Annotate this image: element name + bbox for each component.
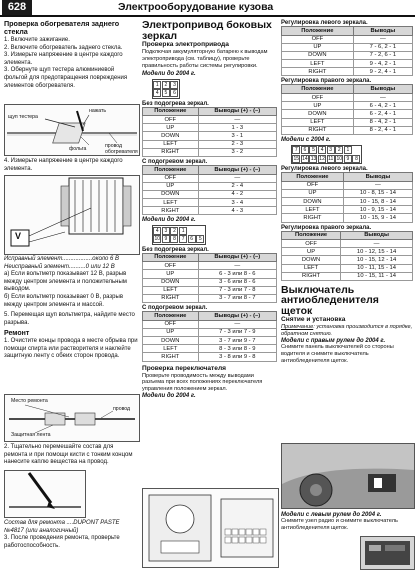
section-title-rear-heater: Проверка обогревателя заднего стекла — [4, 19, 120, 36]
table-row: RIGHT 10 - 15, 9 - 14 — [282, 214, 413, 222]
with-heat-label-2: С подогревом зеркал. — [142, 305, 208, 312]
table-row: UP 7 - 6, 2 - 1 — [282, 43, 413, 51]
table-row: LEFT 8 - 3 или 8 - 9 — [143, 345, 277, 353]
table-row: OFF — — [282, 181, 413, 189]
brush-diagram — [5, 471, 85, 517]
lhd-block — [281, 512, 413, 532]
repair-step-2: 2. Тщательно перемешайте состав для ремонта и при помощи кисти с тонким концом нанесите каплю вещества на провод. — [4, 444, 133, 466]
figure-mirror-switch — [142, 488, 279, 568]
column-left — [4, 20, 138, 90]
table-row: UP 2 - 4 — [143, 182, 277, 190]
case-a: а) Если вольтметр показывает 12 В, разрыв между центром элемента и положительным выводом. — [4, 271, 127, 293]
composition-line: Состав для ремонта ....DUPONT PASTE №4817 (или аналогичный) — [4, 520, 120, 534]
pin: 2 — [162, 81, 170, 89]
table-right-mirror-2: Положение Выводы OFF — UP 10 - 12, 15 - 14 DOWN 10 - 15, 12 - 14 LEFT 10 - 11, 15 - 14 RIGHT 10 - 15, 11 - 14 — [281, 231, 413, 281]
column-middle — [142, 20, 277, 399]
models-lhd: Модели с левым рулем до 2004 г. — [281, 512, 382, 518]
table-row: DOWN 10 - 15, 12 - 14 — [282, 256, 413, 264]
switch-diagram — [143, 489, 278, 567]
with-heat-label: С подогревом зеркал. — [142, 159, 208, 166]
label-press: нажать — [89, 108, 107, 114]
label-wire: провод — [113, 406, 131, 412]
table-with-heat-2: Положение Выводы (+) - (–) OFF — UP 7 - 3 или 7 - 9 DOWN 3 - 7 или 9 - 7 LEFT 8 - 3 или 8 - 9 RIGHT 3 - 8 или 9 - 8 — [142, 311, 277, 361]
table-row: DOWN 3 - 7 или 9 - 7 — [143, 336, 277, 344]
composition-block — [4, 520, 138, 550]
no-heat-label: Без подогрева зеркал. — [142, 100, 209, 107]
pin: 5 — [162, 89, 170, 97]
page-number: 628 — [2, 0, 32, 15]
pin: 6 — [170, 89, 178, 97]
table-row: OFF — — [143, 174, 277, 182]
models-upto-2004-c: Модели до 2004 г. — [142, 392, 196, 399]
pin: 4 — [153, 89, 161, 97]
table-row: DOWN 7 - 2, 6 - 1 — [282, 51, 413, 59]
table-row: RIGHT 9 - 2, 4 - 1 — [282, 68, 413, 76]
label-foil: фольга — [69, 146, 87, 152]
table-row: OFF — — [143, 116, 277, 124]
figure-probe-foil — [4, 104, 140, 156]
voltmeter-v-label: V — [15, 231, 22, 241]
table-row: UP 6 - 4, 2 - 1 — [282, 102, 413, 110]
pin: 3 — [170, 81, 178, 89]
table-row: UP 10 - 12, 15 - 14 — [282, 248, 413, 256]
models-rhd: Модели с правым рулем до 2004 г. — [281, 338, 386, 345]
subsection-drive-check: Проверка электропривода — [142, 41, 229, 48]
right-mirror-title-2: Регулировка правого зеркала. — [281, 224, 372, 231]
drive-check-text: Подключая аккумуляторную батарею к выводам электропривода (см. таблицу), проверьте правильность работы системы регулировки. — [142, 49, 268, 69]
voltage-results — [4, 256, 138, 361]
note-body: : установка производится в порядке, обратном снятию. — [281, 324, 413, 338]
section-title-mirrors: Электропривод боковых зеркал — [142, 19, 272, 42]
case-b: б) Если вольтметр показывает 0 В, разрыв между центром элемента и массой. — [4, 293, 124, 308]
connector-15pin: 7 6 5 4 3 2 1 15 14 13 12 11 10 9 8 — [291, 145, 362, 164]
rhd-text: Снимите панель выключателей со стороны водителя и снимите выключатель антиобледенителя щеток. — [281, 344, 394, 364]
figure-repair-place — [4, 394, 140, 442]
table-row: OFF — — [282, 93, 413, 101]
repair-title: Ремонт — [4, 330, 30, 338]
right-mirror-title: Регулировка правого зеркала. — [281, 78, 372, 85]
table-row: RIGHT 10 - 15, 11 - 14 — [282, 272, 413, 280]
table-no-heat-2: Положение Выводы (+) - (–) OFF — UP 6 - 3 или 8 - 6 DOWN 3 - 6 или 8 - 6 LEFT 7 - 3 или 7 - 8 RIGHT 3 - 7 или 8 - 7 — [142, 253, 277, 303]
label-probe: щуп тестера — [8, 114, 38, 120]
table-row: DOWN 3 - 6 или 8 - 6 — [143, 278, 277, 286]
step-5: 5. Перемещая щуп вольтметра, найдите место разрыва. — [4, 312, 135, 326]
table-row: LEFT 3 - 4 — [143, 199, 277, 207]
figure-dashboard-rhd — [281, 443, 415, 509]
section-title-wiper-deicer: Выключатель антиобледенителя щеток — [281, 283, 379, 317]
no-heat-label-2: Без подогрева зеркал. — [142, 246, 209, 253]
label-repair-place: Место ремонта — [11, 398, 48, 404]
models-upto-2004-b: Модели до 2004 г. — [142, 217, 196, 224]
table-row: DOWN 6 - 2, 4 - 1 — [282, 110, 413, 118]
table-row: LEFT 10 - 9, 15 - 14 — [282, 206, 413, 214]
table-row: RIGHT 8 - 2, 4 - 1 — [282, 126, 413, 134]
subsection-switch-check: Проверка переключателя — [142, 364, 226, 372]
col-header-pins: Выводы (+) - (–) — [198, 107, 276, 116]
connector-6pin — [152, 79, 180, 98]
table-row: DOWN 10 - 15, 8 - 14 — [282, 197, 413, 205]
note-text — [281, 324, 413, 338]
figure-brush — [4, 470, 86, 518]
table-with-heat: Положение Выводы (+) - (–) OFF — UP 2 - 4 DOWN 4 - 2 LEFT 3 - 4 RIGHT 4 - 3 — [142, 165, 277, 215]
table-row: DOWN 3 - 1 — [143, 132, 277, 140]
table-row: OFF — — [143, 262, 277, 270]
step-1: 1. Включите зажигание. — [4, 37, 70, 43]
figure-radio-unit — [360, 536, 415, 570]
voltmeter-diagram — [5, 176, 139, 254]
table-row: UP 10 - 8, 15 - 14 — [282, 189, 413, 197]
table-right-mirror-1: Положение Выводы OFF — UP 6 - 4, 2 - 1 DOWN 6 - 2, 4 - 1 LEFT 8 - 4, 2 - 1 RIGHT 8 - 2, 4 - 1 — [281, 84, 413, 134]
table-row: RIGHT 3 - 8 или 9 - 8 — [143, 353, 277, 361]
label-heater-wire: провод обогревателя — [105, 143, 138, 155]
connector-10pin: 4 3 2 1 10 9 8 7 6 5 — [152, 225, 206, 244]
dashboard-photo — [282, 444, 414, 508]
note-label: Примечание — [281, 324, 314, 331]
left-mirror-title: Регулировка левого зеркала. — [281, 20, 368, 26]
table-row: DOWN 4 - 2 — [143, 190, 277, 198]
page-title: Электрооборудование кузова — [118, 1, 274, 13]
step-4: 4. Измерьте напряжение в центре каждого элемента. — [4, 158, 123, 172]
models-after-2004: Модели с 2004 г. — [281, 136, 331, 143]
table-row: UP 1 - 3 — [143, 124, 277, 132]
figure-voltmeter — [4, 175, 140, 255]
subsection-removal: Снятие и установка — [281, 316, 346, 324]
switch-check-text: Проверьте проводимость между выводами разъема при всех положениях переключателя управления положением зеркал. — [142, 372, 263, 393]
pin: 1 — [153, 81, 161, 89]
table-row: RIGHT 3 - 2 — [143, 148, 277, 156]
table-row: LEFT 7 - 3 или 7 - 8 — [143, 286, 277, 294]
step-3b: 3. Обернуте щуп тестера алюминиевой фольгой для предотвращения повреждения элементов обогревателя. — [4, 67, 128, 89]
label-protective-tape: Защитная лента — [11, 432, 51, 438]
table-row: UP 6 - 3 или 8 - 6 — [143, 270, 277, 278]
table-left-mirror-1: Положение Выводы OFF — UP 7 - 6, 2 - 1 DOWN 7 - 2, 6 - 1 LEFT 9 - 4, 2 - 1 RIGHT 9 - 2, 4 - 1 — [281, 26, 413, 76]
table-row: RIGHT 3 - 7 или 8 - 7 — [143, 294, 277, 302]
table-row: OFF — — [143, 320, 277, 328]
table-no-heat — [142, 107, 277, 157]
bad-element-line: Неисправный элемент..........0 или 12 В — [4, 263, 115, 270]
repair-step-2-block — [4, 444, 138, 467]
table-row: LEFT 10 - 11, 15 - 14 — [282, 264, 413, 272]
table-left-mirror-2: Положение Выводы OFF — UP 10 - 8, 15 - 14 DOWN 10 - 15, 8 - 14 LEFT 10 - 9, 15 - 14 RIGHT 10 - 15, 9 - 14 — [281, 172, 413, 222]
table-row: LEFT 9 - 4, 2 - 1 — [282, 60, 413, 68]
step-4-block — [4, 158, 138, 173]
good-element-line: Исправный элемент..................около 6 В — [4, 256, 120, 262]
repair-step-1: 1. Очистите концы провода в месте обрыва при помощи спирта или растворителя и наклейте защитную ленту с обеих сторон провода. — [4, 337, 138, 360]
header-rule — [0, 15, 415, 17]
table-row: UP 7 - 3 или 7 - 9 — [143, 328, 277, 336]
table-row: RIGHT 4 - 3 — [143, 207, 277, 215]
repair-step-3: 3. После проведения ремонта, проверьте работоспособность. — [4, 535, 120, 549]
table-row: OFF — — [282, 35, 413, 43]
step-2: 2. Включите обогреватель заднего стекла. — [4, 44, 123, 51]
table-row: LEFT 8 - 4, 2 - 1 — [282, 118, 413, 126]
col-header-position: Положение — [143, 107, 199, 116]
lhd-text: Снимите узел радио и снимите выключатель антиобледенителя щеток. — [281, 518, 398, 531]
step-3: 3. Измерьте напряжение в центре каждого элемента. — [4, 52, 123, 66]
left-mirror-title-2: Регулировка левого зеркала. — [281, 166, 368, 173]
radio-photo — [361, 537, 414, 569]
models-upto-2004-a: Модели до 2004 г. — [142, 71, 196, 78]
table-row: LEFT 2 - 3 — [143, 140, 277, 148]
column-right — [281, 20, 413, 364]
table-row: OFF — — [282, 240, 413, 248]
